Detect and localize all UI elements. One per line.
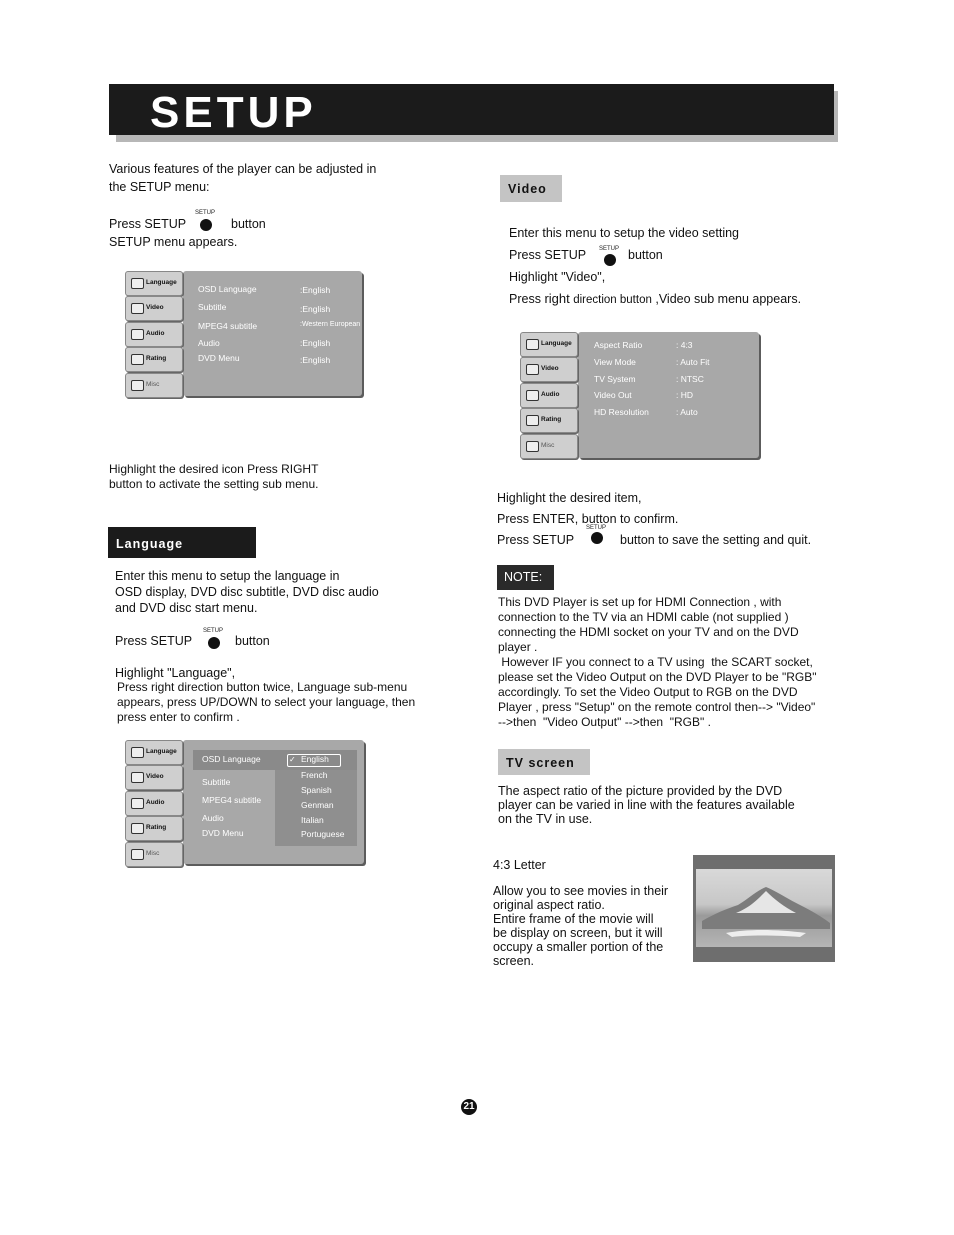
keyboard-icon [131, 849, 144, 860]
section-heading: Language [116, 537, 184, 551]
osd-tab-video [125, 765, 183, 790]
language-steps [117, 680, 415, 725]
language-option: French [301, 770, 328, 780]
ice-floe [726, 930, 806, 937]
instruction-text: button [628, 248, 663, 262]
osd-row-label: Audio [198, 338, 220, 348]
osd-tab-label: Video [146, 773, 164, 780]
osd-tab-language [125, 740, 183, 765]
osd-tab-label: Misc [146, 381, 160, 388]
eye-icon [526, 339, 539, 350]
description-line: and DVD disc start menu. [115, 601, 258, 615]
lock-icon [131, 823, 144, 834]
highlight-video-text: Highlight "Video", [509, 270, 606, 284]
speaker-icon [526, 390, 539, 401]
osd-row-label: Subtitle [198, 302, 227, 312]
language-option: Spanish [301, 785, 332, 795]
osd-tab-video [520, 357, 578, 382]
note-line: player . [498, 640, 538, 654]
osd-tab-label: Audio [146, 799, 165, 806]
note-body [498, 595, 816, 730]
language-option: English [301, 754, 329, 764]
osd-row-value: : Auto Fit [676, 357, 710, 367]
osd-row-label: HD Resolution [594, 407, 649, 417]
note-heading: NOTE: [504, 570, 543, 584]
description-line: original aspect ratio. [493, 898, 605, 912]
section-heading: TV screen [506, 756, 575, 770]
step-line: appears, press UP/DOWN to select your language, then [117, 695, 416, 709]
iceberg-illustration [696, 869, 832, 947]
instruction-text: Press SETUP [115, 634, 193, 648]
osd-tab-misc [125, 842, 183, 867]
instruction-text: button [231, 217, 266, 231]
highlight-item-text: Highlight the desired item, [497, 491, 642, 505]
osd-tab-label: Video [146, 304, 164, 311]
lock-icon [131, 354, 144, 365]
step-line: Press right direction button twice, Language sub-menu [117, 680, 408, 694]
description-line: The aspect ratio of the picture provided by the DVD [498, 784, 783, 798]
osd-video-submenu [520, 331, 764, 463]
osd-row-label: OSD Language [202, 754, 261, 764]
setup-button-icon [208, 637, 220, 649]
setup-key-label: SETUP [599, 246, 620, 252]
setup-button-icon [591, 532, 603, 544]
osd-tab-label: Language [541, 340, 572, 347]
instruction-text: button to save the setting and quit. [620, 533, 812, 547]
osd-row-label: OSD Language [198, 284, 257, 294]
note-line: However IF you connect to a TV using the SCART socket, [498, 655, 813, 669]
lock-icon [526, 415, 539, 426]
osd-tab-label: Audio [146, 330, 165, 337]
setup-key-label: SETUP [195, 210, 216, 216]
instruction-line: button to activate the setting sub menu. [109, 477, 319, 491]
osd-row-label: Aspect Ratio [594, 340, 643, 350]
note-line: please set the Video Output on the DVD Player to be "RGB" [498, 670, 817, 684]
instruction-text: Press SETUP [509, 248, 587, 262]
tv-screen-description [498, 784, 795, 826]
intro-line: the SETUP menu: [109, 180, 210, 194]
osd-tab-label: Audio [541, 391, 560, 398]
description-line: Entire frame of the movie will [493, 912, 654, 926]
osd-tab-audio [125, 322, 183, 347]
description-line: OSD display, DVD disc subtitle, DVD disc audio [115, 585, 379, 599]
instruction-text: Press SETUP [109, 217, 187, 231]
osd-tab-language [125, 271, 183, 296]
page-number: 21 [461, 1099, 477, 1115]
video-section-header [500, 175, 562, 202]
osd-tab-misc [520, 434, 578, 459]
setup-key-label: SETUP [586, 525, 607, 531]
note-line: accordingly. To set the Video Output to RGB on the DVD [498, 685, 798, 699]
menu-appears-text: SETUP menu appears. [109, 235, 238, 249]
osd-row-label: DVD Menu [202, 828, 244, 838]
osd-tab-label: Rating [541, 416, 562, 423]
osd-row-label: MPEG4 subtitle [198, 321, 258, 331]
speaker-icon [131, 329, 144, 340]
highlight-icon-text [109, 462, 318, 492]
instruction-text: Press [509, 292, 541, 306]
instruction-text: Press [497, 512, 529, 526]
instruction-text: Press SETUP [497, 533, 575, 547]
intro-line: Various features of the player can be adjusted in [109, 162, 377, 176]
osd-tab-misc [125, 373, 183, 398]
speaker-icon [131, 798, 144, 809]
instruction-text: button to confirm. [581, 512, 679, 526]
language-option: Portuguese [301, 829, 345, 839]
osd-row-value: : Auto [676, 407, 698, 417]
osd-tab-rating [520, 408, 578, 433]
note-header [497, 565, 554, 590]
osd-tab-rating [125, 347, 183, 372]
osd-language-submenu [125, 740, 369, 870]
description-line: Enter this menu to setup the language in [115, 569, 340, 583]
eye-icon [131, 278, 144, 289]
description-line: occupy a smaller portion of the [493, 940, 664, 954]
osd-tab-audio [520, 383, 578, 408]
highlight-language-text: Highlight "Language", [115, 666, 236, 680]
osd-tab-label: Language [146, 748, 177, 755]
letter-mode-description [493, 884, 668, 968]
osd-row-label: Subtitle [202, 777, 231, 787]
osd-tab-label: Misc [146, 850, 160, 857]
keyboard-icon [526, 441, 539, 452]
osd-row-label: MPEG4 subtitle [202, 795, 262, 805]
section-heading: Video [508, 182, 547, 196]
description-line: on the TV in use. [498, 812, 593, 826]
osd-row-value: :English [300, 355, 331, 365]
description-line: player can be varied in line with the features available [498, 798, 795, 812]
osd-row-value: :Western European [300, 321, 361, 328]
note-line: connecting the HDMI socket on your TV and on the DVD [498, 625, 799, 639]
letterbox-picture [696, 869, 832, 947]
film-icon [526, 364, 539, 375]
step-line: press enter to confirm . [117, 710, 240, 724]
instruction-text: direction button [573, 294, 652, 306]
letter-mode-title: 4:3 Letter [493, 858, 546, 872]
osd-setup-menu-language [125, 270, 367, 400]
check-icon: ✓ [289, 755, 296, 764]
osd-tab-label: Language [146, 279, 177, 286]
instruction-key: right [544, 291, 570, 306]
osd-row-value: :English [300, 285, 331, 295]
note-line: Player , press "Setup" on the remote control then--> "Video" [498, 700, 816, 714]
instruction-line: Highlight the desired icon Press RIGHT [109, 462, 319, 476]
osd-row-label: DVD Menu [198, 353, 240, 363]
language-option: Genman [301, 800, 334, 810]
osd-row-value: :English [300, 304, 331, 314]
osd-tab-video [125, 296, 183, 321]
osd-row-label: TV System [594, 374, 636, 384]
letterbox-example-image [693, 855, 835, 962]
keyboard-icon [131, 380, 144, 391]
description-line: Allow you to see movies in their [493, 884, 669, 898]
osd-row-value: : NTSC [676, 374, 704, 384]
language-section-header [108, 527, 256, 558]
instruction-text: ,Video sub menu appears. [655, 292, 802, 306]
description-line: be display on screen, but it will [493, 926, 663, 940]
setup-button-icon [604, 254, 616, 266]
osd-tab-language [520, 332, 578, 357]
film-icon [131, 303, 144, 314]
intro-text [109, 160, 376, 196]
tv-screen-section-header [498, 749, 590, 775]
video-description: Enter this menu to setup the video setting [509, 226, 739, 240]
osd-tab-label: Misc [541, 442, 555, 449]
setup-button-icon [200, 219, 212, 231]
note-line: -->then "Video Output" -->then "RGB" . [498, 715, 711, 729]
description-line: screen. [493, 954, 534, 968]
osd-row-label: Video Out [594, 390, 632, 400]
press-right-instruction [509, 290, 801, 309]
setup-key-label: SETUP [203, 628, 224, 634]
note-line: This DVD Player is set up for HDMI Connection , with [498, 595, 782, 609]
osd-tab-label: Rating [146, 355, 167, 362]
film-icon [131, 772, 144, 783]
osd-row-label: View Mode [594, 357, 636, 367]
press-setup-instruction-1 [109, 215, 186, 233]
osd-row-value: :English [300, 338, 331, 348]
osd-tab-label: Rating [146, 824, 167, 831]
page-title: SETUP [150, 88, 317, 137]
instruction-key: ENTER, [532, 512, 579, 526]
osd-tab-rating [125, 816, 183, 841]
osd-row-value: : HD [676, 390, 693, 400]
language-description [115, 568, 379, 616]
osd-tab-audio [125, 791, 183, 816]
osd-row-value: : 4:3 [676, 340, 693, 350]
instruction-text: button [235, 634, 270, 648]
osd-row-label: Audio [202, 813, 224, 823]
note-line: connection to the TV via an HDMI cable (not supplied ) [498, 610, 789, 624]
language-option: Italian [301, 815, 324, 825]
eye-icon [131, 747, 144, 758]
osd-tab-label: Video [541, 365, 559, 372]
